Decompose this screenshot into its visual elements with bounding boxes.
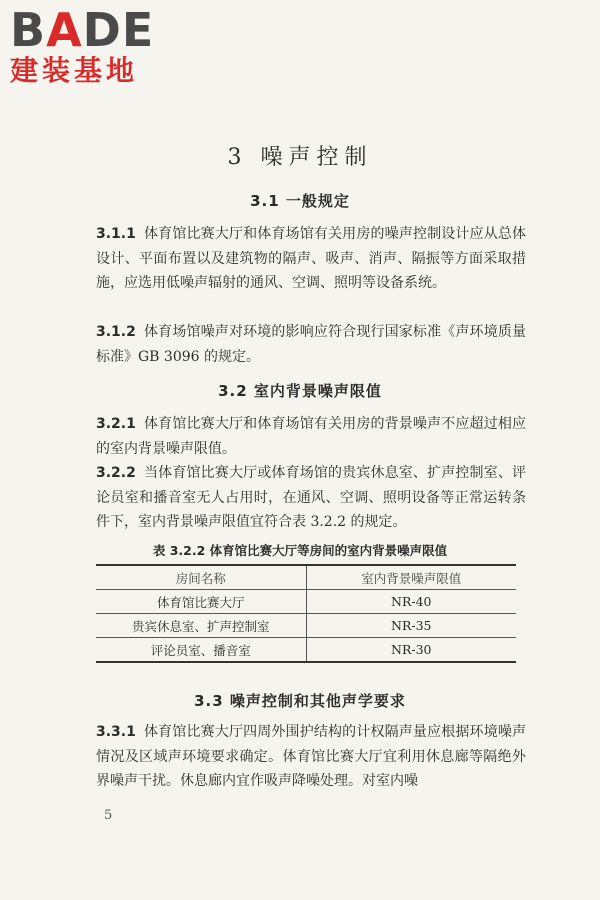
chapter-title: 3 噪声控制 — [227, 145, 373, 170]
table-cell-limit: NR-40 — [306, 590, 516, 614]
logo-letter-a: A — [46, 3, 83, 57]
table-cell-room: 评论员室、播音室 — [96, 638, 306, 663]
table-header-cell: 房间名称 — [96, 565, 306, 590]
section-title-3-1: 3.1 一般规定 — [250, 192, 350, 210]
section-title-3-3: 3.3 噪声控制和其他声学要求 — [194, 692, 406, 710]
clause-3-1-1 — [96, 222, 526, 296]
clause-number: 3.3.1 — [96, 724, 136, 740]
clause-text: 体育场馆噪声对环境的影响应符合现行国家标准《声环境质量标准》GB 3096 的规定。 — [96, 324, 526, 365]
table-header-row — [96, 565, 516, 590]
clause-number: 3.2.1 — [96, 416, 136, 432]
page-number: 5 — [104, 808, 113, 823]
clause-3-2-1 — [96, 412, 526, 461]
table-caption: 表 3.2.2 体育馆比赛大厅等房间的室内背景噪声限值 — [152, 543, 448, 558]
table-row — [96, 614, 516, 638]
clause-text: 体育馆比赛大厅和体育场馆有关用房的噪声控制设计应从总体设计、平面布置以及建筑物的隔声、吸声、消声、隔振等方面采取措施，应选用低噪声辐射的通风、空调、照明等设备系统。 — [96, 226, 526, 291]
section-title-3-2: 3.2 室内背景噪声限值 — [218, 382, 382, 400]
clause-3-1-2 — [96, 320, 526, 369]
logo-letter-b: B — [10, 3, 47, 57]
table-cell-room: 贵宾休息室、扩声控制室 — [96, 614, 306, 638]
table-cell-limit: NR-30 — [306, 638, 516, 663]
bade-logo — [10, 3, 180, 88]
table-row — [96, 638, 516, 663]
clause-text: 体育馆比赛大厅四周外围护结构的计权隔声量应根据环境噪声情况及区域声环境要求确定。体育馆比赛大厅宜利用休息廊等隔绝外界噪声干扰。休息廊内宜作吸声降噪处理。对室内噪 — [96, 724, 526, 789]
clause-3-3-1 — [96, 720, 526, 794]
clause-3-2-2 — [96, 461, 526, 535]
clause-text: 当体育馆比赛大厅或体育场馆的贵宾休息室、扩声控制室、评论员室和播音室无人占用时，在通风、空调、照明设备等正常运转条件下，室内背景噪声限值宜符合表 3.2.2 的规定。 — [96, 465, 526, 530]
clause-text: 体育馆比赛大厅和体育场馆有关用房的背景噪声不应超过相应的室内背景噪声限值。 — [96, 416, 526, 457]
table-row — [96, 590, 516, 614]
logo-wordmark — [10, 3, 180, 57]
logo-letters-de: DE — [82, 3, 155, 57]
clause-number: 3.1.1 — [96, 226, 136, 242]
noise-limit-table — [96, 564, 516, 663]
logo-subtitle: 建装基地 — [10, 54, 139, 87]
table-header-cell: 室内背景噪声限值 — [306, 565, 516, 590]
clause-number: 3.2.2 — [96, 465, 136, 481]
clause-number: 3.1.2 — [96, 324, 136, 340]
table-cell-limit: NR-35 — [306, 614, 516, 638]
table-cell-room: 体育馆比赛大厅 — [96, 590, 306, 614]
